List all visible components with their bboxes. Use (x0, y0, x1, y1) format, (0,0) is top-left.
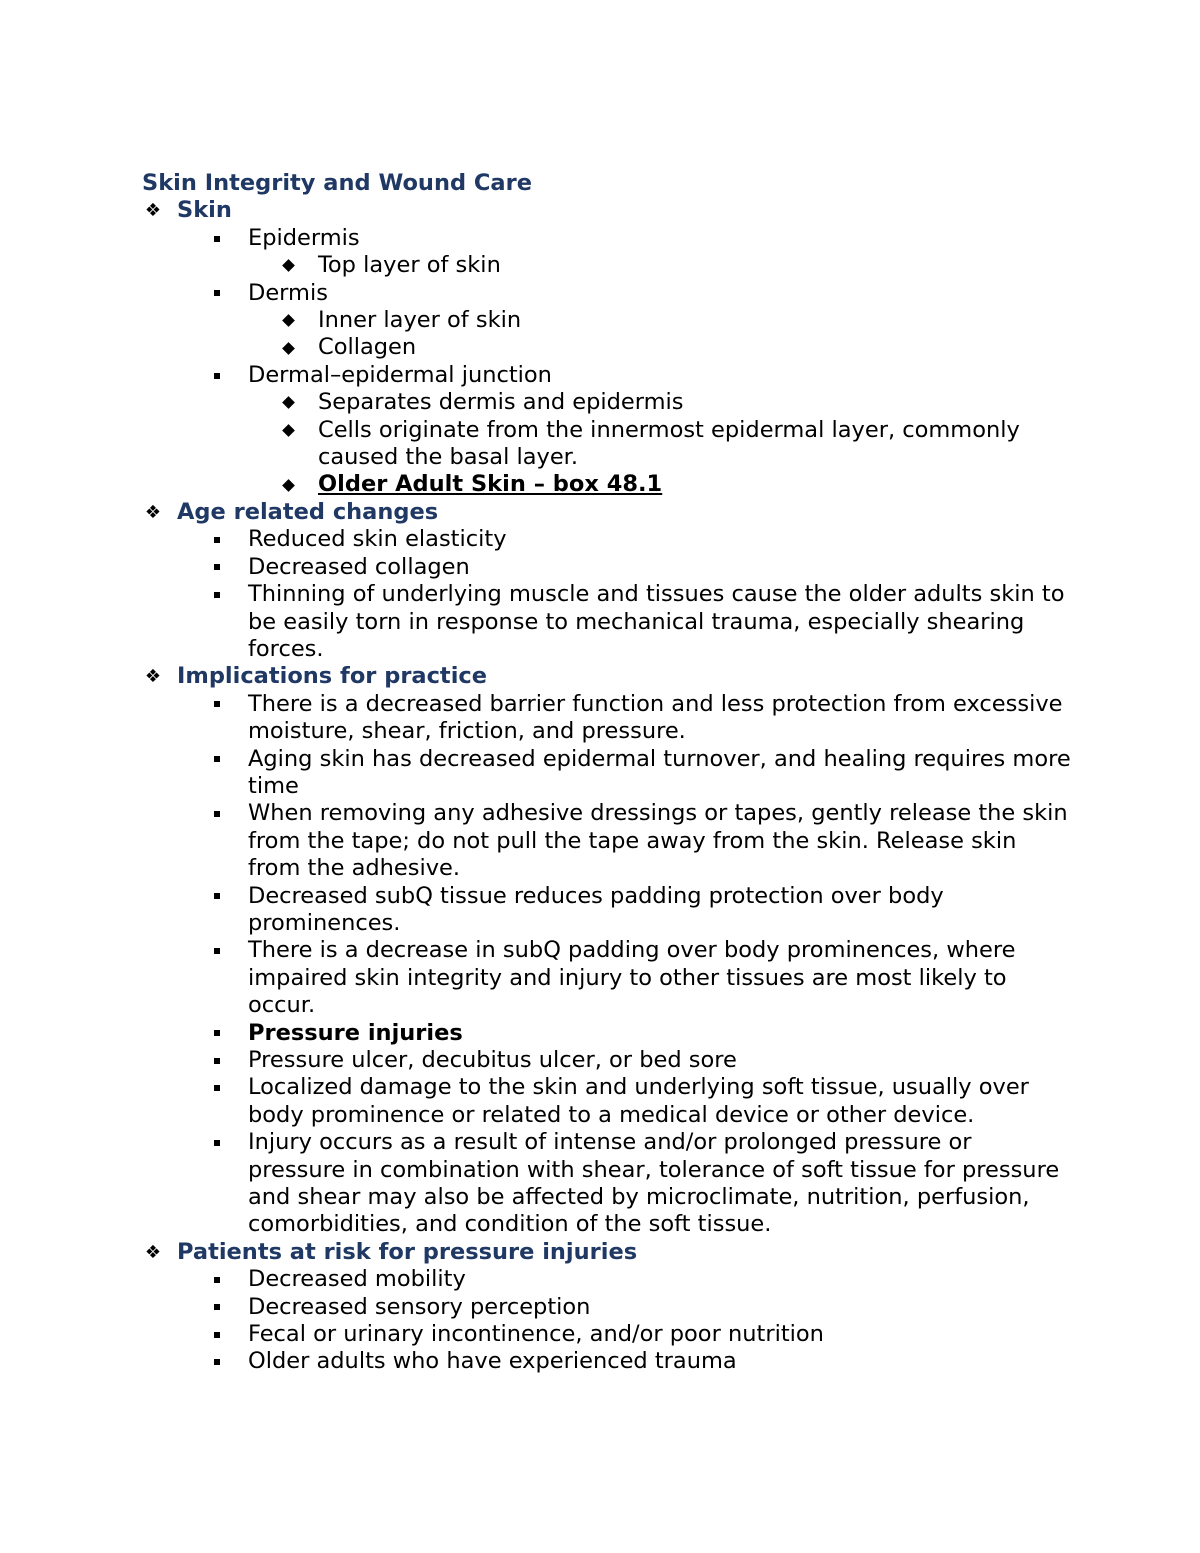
list-item-text: There is a decreased barrier function and less protection from excessive moisture, shear, friction, and pressure. (248, 690, 1063, 745)
diamond-bullet-icon (280, 252, 296, 279)
square-bullet-icon (210, 362, 224, 389)
list-item (142, 1266, 1072, 1293)
section-patients-at-risk (142, 1239, 1072, 1266)
four-diamond-star-icon: ❖ (144, 1241, 162, 1263)
section-age-related-changes (142, 499, 1072, 526)
list-item (142, 334, 1072, 361)
list-item-text: When removing any adhesive dressings or tapes, gently release the skin from the tape; do not pull the tape away from the skin. Release skin from the adhesive. (248, 800, 1068, 882)
diamond-bullet-icon (280, 417, 296, 444)
list-item-text: Decreased mobility (248, 1266, 466, 1293)
section-heading: Age related changes (177, 498, 439, 525)
list-item-text: Pressure injuries (248, 1019, 463, 1046)
square-bullet-icon (210, 1074, 224, 1101)
list-item (142, 1129, 1072, 1239)
list-item (142, 1321, 1072, 1348)
list-item-text: Fecal or urinary incontinence, and/or poor nutrition (248, 1321, 824, 1348)
square-bullet-icon (210, 883, 224, 910)
section-implications-for-practice (142, 663, 1072, 690)
list-item-text: Thinning of underlying muscle and tissues cause the older adults skin to be easily torn in response to mechanical trauma, especially shearing forces. (248, 581, 1065, 662)
square-bullet-icon (210, 1294, 224, 1321)
list-item (142, 307, 1072, 334)
diamond-bullet-icon (280, 334, 296, 361)
list-item-text: There is a decrease in subQ padding over body prominences, where impaired skin integrity and injury to other tissues are most likely to occur. (248, 937, 1016, 1019)
section-heading: Skin (177, 197, 232, 224)
list-item (142, 554, 1072, 581)
document-content (142, 170, 1072, 1376)
list-item-text: Epidermis (248, 224, 360, 251)
section-skin (142, 197, 1072, 224)
list-item (142, 883, 1072, 938)
list-item (142, 691, 1072, 746)
list-item (142, 252, 1072, 279)
list-item (142, 1074, 1072, 1129)
square-bullet-icon (210, 526, 224, 553)
list-item-text: Reduced skin elasticity (248, 526, 507, 553)
list-item (142, 1047, 1072, 1074)
diamond-bullet-icon (280, 471, 296, 498)
list-item (142, 362, 1072, 389)
list-item (142, 800, 1072, 882)
list-item-text: Decreased sensory perception (248, 1293, 591, 1320)
square-bullet-icon (210, 691, 224, 718)
list-item (142, 581, 1072, 663)
list-item-text: Separates dermis and epidermis (318, 389, 684, 416)
list-item (142, 417, 1072, 472)
square-bullet-icon (210, 1129, 224, 1156)
square-bullet-icon (210, 1020, 224, 1047)
list-item-text: Pressure ulcer, decubitus ulcer, or bed sore (248, 1047, 737, 1073)
list-item-text: Collagen (318, 334, 417, 361)
list-item-text: Decreased subQ tissue reduces padding protection over body prominences. (248, 882, 944, 936)
square-bullet-icon (210, 1047, 224, 1074)
diamond-bullet-icon (280, 389, 296, 416)
square-bullet-icon (210, 1266, 224, 1293)
document-title: Skin Integrity and Wound Care (142, 170, 532, 196)
square-bullet-icon (210, 1348, 224, 1375)
square-bullet-icon (210, 581, 224, 608)
section-heading: Implications for practice (177, 663, 488, 690)
four-diamond-star-icon: ❖ (144, 200, 162, 222)
square-bullet-icon (210, 937, 224, 964)
square-bullet-icon (210, 280, 224, 307)
list-item (142, 389, 1072, 416)
list-item-text: Top layer of skin (318, 252, 501, 279)
list-item-text: Cells originate from the innermost epidermal layer, commonly caused the basal layer. (318, 416, 1020, 471)
list-item-text: Dermis (248, 279, 328, 306)
square-bullet-icon (210, 225, 224, 252)
list-item (142, 526, 1072, 553)
square-bullet-icon (210, 1321, 224, 1348)
list-item (142, 225, 1072, 252)
list-item (142, 1294, 1072, 1321)
list-item-text: Injury occurs as a result of intense and/or prolonged pressure or pressure in combination with shear, tolerance of soft tissue for pressure and shear may also be affected by microclimate, nutrition, perfusion, comorbidities, and condition of the soft tissue. (248, 1129, 1060, 1238)
square-bullet-icon (210, 800, 224, 827)
four-diamond-star-icon: ❖ (144, 501, 162, 523)
list-item-text: Inner layer of skin (318, 307, 522, 334)
list-item (142, 1348, 1072, 1375)
section-heading: Patients at risk for pressure injuries (177, 1238, 638, 1265)
list-item-text: Aging skin has decreased epidermal turnover, and healing requires more time (248, 745, 1071, 799)
list-item-text: Decreased collagen (248, 553, 470, 580)
list-item (142, 746, 1072, 801)
list-item (142, 471, 1072, 498)
list-item-text: Older adults who have experienced trauma (248, 1348, 737, 1375)
list-item (142, 1020, 1072, 1047)
diamond-bullet-icon (280, 307, 296, 334)
list-item (142, 937, 1072, 1019)
list-item-text: Localized damage to the skin and underlying soft tissue, usually over body prominence or related to a medical device or other device. (248, 1074, 1029, 1128)
four-diamond-star-icon: ❖ (144, 666, 162, 688)
list-item (142, 280, 1072, 307)
list-item-text: Dermal–epidermal junction (248, 361, 552, 388)
square-bullet-icon (210, 746, 224, 773)
list-item-text: Older Adult Skin – box 48.1 (318, 471, 663, 498)
square-bullet-icon (210, 554, 224, 581)
